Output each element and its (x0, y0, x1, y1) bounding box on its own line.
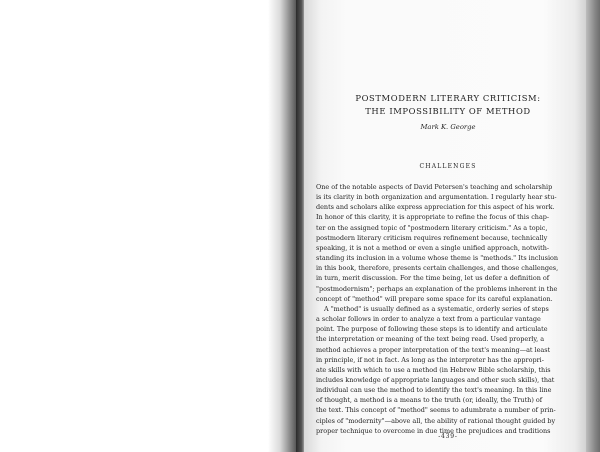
text-line: In honor of this clarity, it is appropriate to refine the focus of this chap- (316, 213, 550, 222)
text-line: concept of "method" will prepare some space for its careful explanation. (316, 294, 553, 303)
text-line: standing its inclusion in a volume whose theme is "methods." Its inclusion (316, 254, 559, 263)
text-line: of thought, a method is a means to the truth (or, ideally, the Truth) of (316, 396, 543, 405)
text-line: point. The purpose of following these steps is to identify and articulate (316, 325, 548, 334)
book-gutter (296, 0, 304, 452)
text-line: method achieves a proper interpretation of the text's meaning—at least (316, 345, 551, 354)
text-line: in principle, if not in fact. As long as the interpreter has the appropri- (316, 355, 544, 364)
text-line: A "method" is usually defined as a systematic, orderly series of steps (324, 304, 549, 313)
chapter-title-line: THE IMPOSSIBILITY OF METHOD (365, 106, 531, 116)
text-line: "postmodernism"; perhaps an explanation of the problems inherent in the (316, 284, 558, 293)
text-line: ciples of "modernity"—above all, the ability of rational thought guided by (316, 416, 556, 425)
chapter-title-line: POSTMODERN LITERARY CRITICISM: (355, 93, 541, 103)
text-line: the text. This concept of "method" seems to adumbrate a number of prin- (316, 406, 556, 415)
text-line: in this book, therefore, presents certain challenges, and those challenges, (316, 264, 559, 273)
text-line: ter on the assigned topic of "postmodern literary criticism." As a topic, (316, 223, 548, 232)
body-text (316, 182, 580, 436)
chapter-title (316, 92, 580, 118)
text-line: proper technique to overcome in due time the prejudices and traditions (316, 426, 551, 435)
text-line: One of the notable aspects of David Petersen's teaching and scholarship (316, 183, 553, 191)
text-line: dents and scholars alike express appreciation for this aspect of his work. (316, 203, 555, 212)
binding-shadow (268, 0, 298, 452)
text-line: is its clarity in both organization and argumentation. I regularly hear stu- (316, 193, 557, 202)
page-number: -439- (438, 433, 458, 440)
text-line: the interpretation or meaning of the text being read. Used properly, a (316, 335, 545, 344)
chapter-author: Mark K. George (420, 123, 476, 131)
text-line: includes knowledge of appropriate languages and other such skills), that (316, 375, 555, 384)
page-content (316, 0, 580, 452)
text-line: ate skills with which to use a method (in Hebrew Bible scholarship, this (316, 365, 551, 374)
section-heading: CHALLENGES (419, 163, 477, 170)
text-line: in turn, merit discussion. For the time being, let us defer a definition of (316, 274, 550, 283)
page-edge-shadow (586, 0, 600, 452)
text-line: speaking, it is not a method or even a single unified approach, notwith- (316, 243, 550, 252)
text-line: postmodern literary criticism requires refinement because, technically (316, 233, 548, 242)
text-line: a scholar follows in order to analyze a text from a particular vantage (316, 315, 541, 324)
text-line: individual can use the method to identify the text's meaning. In this line (316, 386, 552, 395)
